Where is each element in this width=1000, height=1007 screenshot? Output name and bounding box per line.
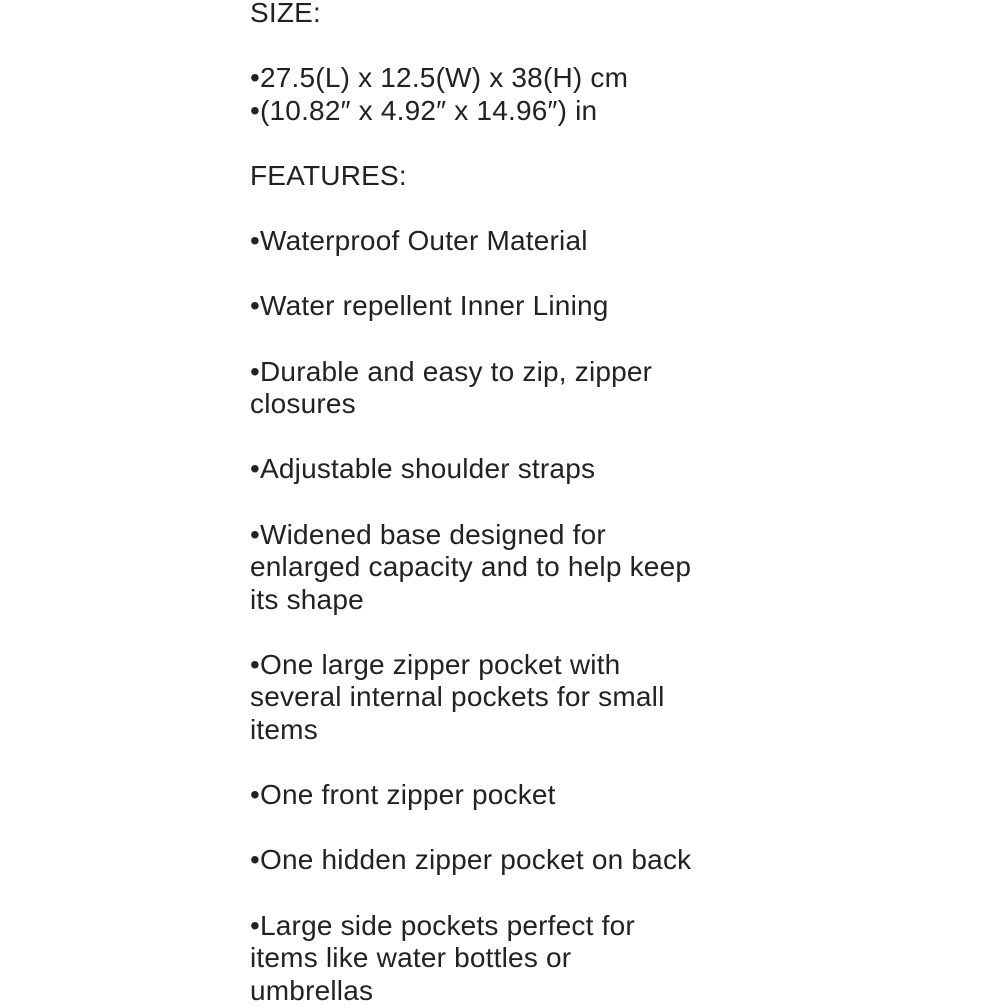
feature-line: •Large side pockets perfect for (250, 909, 635, 941)
spacer (250, 193, 760, 226)
feature-item (250, 649, 760, 747)
feature-item (250, 453, 760, 486)
spacer (250, 30, 760, 63)
feature-line: •Adjustable shoulder straps (250, 453, 596, 485)
spacer (250, 323, 760, 356)
feature-line: •Waterproof Outer Material (250, 225, 588, 257)
feature-line: •One hidden zipper pocket on back (250, 844, 692, 876)
feature-line: •Durable and easy to zip, zipper (250, 355, 653, 387)
spacer (250, 812, 760, 845)
features-heading: FEATURES: (250, 159, 407, 191)
feature-line: •One front zipper pocket (250, 779, 556, 811)
feature-item (250, 844, 760, 877)
feature-line: items (250, 714, 318, 746)
feature-line: umbrellas (250, 974, 374, 1006)
feature-item (250, 519, 760, 617)
feature-line: its shape (250, 583, 364, 615)
feature-line: enlarged capacity and to help keep (250, 551, 692, 583)
feature-item (250, 910, 760, 1007)
spacer (250, 486, 760, 519)
spacer (250, 258, 760, 291)
size-line-in: •(10.82″ x 4.92″ x 14.96″) in (250, 94, 598, 126)
spacer (250, 616, 760, 649)
feature-line: •One large zipper pocket with (250, 648, 621, 680)
spacer (250, 747, 760, 780)
feature-item (250, 779, 760, 812)
feature-line: •Widened base designed for (250, 518, 606, 550)
feature-line: items like water bottles or (250, 942, 572, 974)
size-heading: SIZE: (250, 0, 322, 28)
feature-item (250, 225, 760, 258)
feature-line: •Water repellent Inner Lining (250, 290, 609, 322)
spacer (250, 421, 760, 454)
feature-item (250, 290, 760, 323)
feature-line: closures (250, 388, 356, 420)
feature-line: several internal pockets for small (250, 681, 665, 713)
product-description (250, 0, 760, 1007)
feature-item (250, 356, 760, 421)
size-line-cm: •27.5(L) x 12.5(W) x 38(H) cm (250, 62, 629, 94)
spacer (250, 127, 760, 160)
spacer (250, 877, 760, 910)
